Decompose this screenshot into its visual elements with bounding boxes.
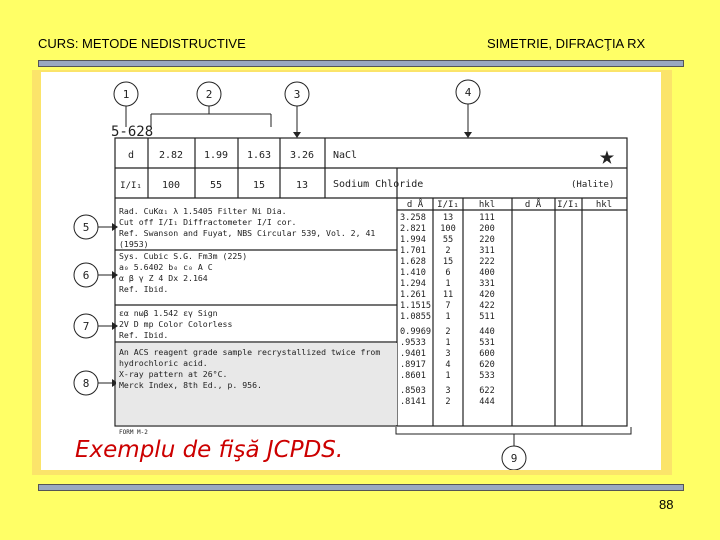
line-intensity: 3	[445, 386, 451, 396]
line-intensity: 15	[442, 257, 454, 267]
line-hkl: 444	[479, 397, 495, 407]
column-header: I/I₁	[557, 200, 579, 210]
line-d-spacing: .8141	[400, 397, 426, 407]
line-d-spacing: .8503	[400, 386, 426, 396]
radiation-block: Cut off I/I₁ Diffractometer I/I cor.	[119, 217, 297, 227]
crystal-block: Ref. Ibid.	[119, 284, 169, 294]
crystal-block: a₀ 5.6402 b₀ c₀ A C	[119, 262, 213, 272]
d-row-label: d	[127, 150, 135, 161]
line-d-spacing: 1.701	[400, 246, 426, 256]
callout-number: 1	[122, 88, 130, 101]
callout-number: 6	[82, 269, 90, 282]
line-hkl: 622	[479, 386, 495, 396]
callout-number: 4	[464, 86, 472, 99]
column-header: hkl	[478, 200, 496, 210]
callout-number: 3	[293, 88, 301, 101]
comments-block: An ACS reagent grade sample recrystallized twice from	[119, 347, 381, 357]
strong-line-i: 15	[252, 180, 266, 191]
line-d-spacing: 1.628	[400, 257, 426, 267]
line-d-spacing: 1.294	[400, 279, 426, 289]
line-intensity: 1	[445, 338, 451, 348]
column-header: d Å	[406, 200, 424, 210]
radiation-block: Ref. Swanson and Fuyat, NBS Circular 539, Vol. 2, 41	[119, 228, 376, 238]
line-d-spacing: .9401	[400, 349, 426, 359]
optical-block: εα nωβ 1.542 εγ Sign	[119, 308, 218, 318]
line-hkl: 220	[479, 235, 495, 245]
figure-caption: Exemplu de fişă JCPDS.	[75, 437, 344, 463]
callout-number: 8	[82, 377, 90, 390]
page-number: 88	[659, 497, 674, 512]
strong-line-d: 3.26	[289, 150, 315, 161]
line-intensity: 4	[445, 360, 451, 370]
callout-number: 2	[205, 88, 213, 101]
line-intensity: 55	[442, 235, 454, 245]
chemical-formula: NaCl	[333, 150, 358, 161]
strong-line-i: 55	[209, 180, 223, 191]
line-intensity: 2	[445, 397, 451, 407]
strong-line-i: 100	[161, 180, 181, 191]
column-header: d Å	[524, 200, 542, 210]
crystal-block: Sys. Cubic S.G. Fm3m (225)	[119, 251, 248, 261]
jcpds-card-image	[41, 72, 661, 470]
topic-title: SIMETRIE, DIFRACŢIA RX	[487, 36, 646, 51]
line-hkl: 620	[479, 360, 495, 370]
line-hkl: 400	[479, 268, 495, 278]
course-title: CURS: METODE NEDISTRUCTIVE	[38, 36, 246, 51]
line-intensity: 2	[445, 246, 451, 256]
line-intensity: 1	[445, 312, 451, 322]
line-intensity: 7	[445, 301, 451, 311]
radiation-block: Rad. CuKα₁ λ 1.5405 Filter Ni Dia.	[119, 206, 287, 216]
comments-block: Merck Index, 8th Ed., p. 956.	[119, 380, 262, 390]
line-d-spacing: .8917	[400, 360, 426, 370]
line-hkl: 311	[479, 246, 495, 256]
line-hkl: 111	[479, 213, 495, 223]
line-intensity: 3	[445, 349, 451, 359]
line-d-spacing: .8601	[400, 371, 426, 381]
line-hkl: 531	[479, 338, 495, 348]
optical-block: Ref. Ibid.	[119, 330, 169, 340]
line-intensity: 6	[445, 268, 451, 278]
line-intensity: 1	[445, 279, 451, 289]
line-hkl: 533	[479, 371, 495, 381]
form-code: FORM M-2	[119, 429, 148, 436]
comments-block: X-ray pattern at 26°C.	[119, 369, 228, 379]
top-divider	[38, 60, 684, 67]
quality-star: ★	[599, 141, 615, 171]
column-header: hkl	[595, 200, 613, 210]
line-hkl: 222	[479, 257, 495, 267]
line-intensity: 2	[445, 327, 451, 337]
line-intensity: 11	[442, 290, 454, 300]
bottom-divider	[38, 484, 684, 491]
line-hkl: 420	[479, 290, 495, 300]
strong-line-d: 2.82	[158, 150, 184, 161]
line-hkl: 200	[479, 224, 495, 234]
callout-number: 9	[510, 452, 518, 465]
comments-block: hydrochloric acid.	[119, 358, 208, 368]
line-d-spacing: 1.994	[400, 235, 426, 245]
strong-line-d: 1.99	[203, 150, 229, 161]
line-d-spacing: .9533	[400, 338, 426, 348]
strong-line-d: 1.63	[246, 150, 272, 161]
line-hkl: 422	[479, 301, 495, 311]
line-d-spacing: 1.1515	[400, 301, 432, 311]
line-d-spacing: 1.410	[400, 268, 426, 278]
callout-number: 7	[82, 320, 90, 333]
line-d-spacing: 3.258	[400, 213, 426, 223]
line-d-spacing: 1.0855	[400, 312, 432, 322]
card-number: 5-628	[111, 124, 154, 140]
line-hkl: 331	[479, 279, 495, 289]
line-hkl: 440	[479, 327, 495, 337]
compound-name: Sodium Chloride	[333, 179, 424, 190]
line-intensity: 100	[440, 224, 456, 234]
line-intensity: 1	[445, 371, 451, 381]
line-d-spacing: 0.9969	[400, 327, 432, 337]
line-hkl: 511	[479, 312, 495, 322]
radiation-block: (1953)	[119, 239, 149, 249]
i-row-label: I/I₁	[120, 181, 142, 191]
strong-line-i: 13	[295, 180, 309, 191]
optical-block: 2V D mp Color Colorless	[119, 319, 233, 329]
column-header: I/I₁	[437, 200, 459, 210]
crystal-block: α β γ Z 4 Dx 2.164	[119, 273, 208, 283]
line-hkl: 600	[479, 349, 495, 359]
callout-number: 5	[82, 221, 90, 234]
mineral-name: (Halite)	[571, 180, 615, 190]
line-d-spacing: 1.261	[400, 290, 426, 300]
line-d-spacing: 2.821	[400, 224, 426, 234]
jcpds-card-drawing	[41, 72, 661, 470]
line-intensity: 13	[442, 213, 454, 223]
